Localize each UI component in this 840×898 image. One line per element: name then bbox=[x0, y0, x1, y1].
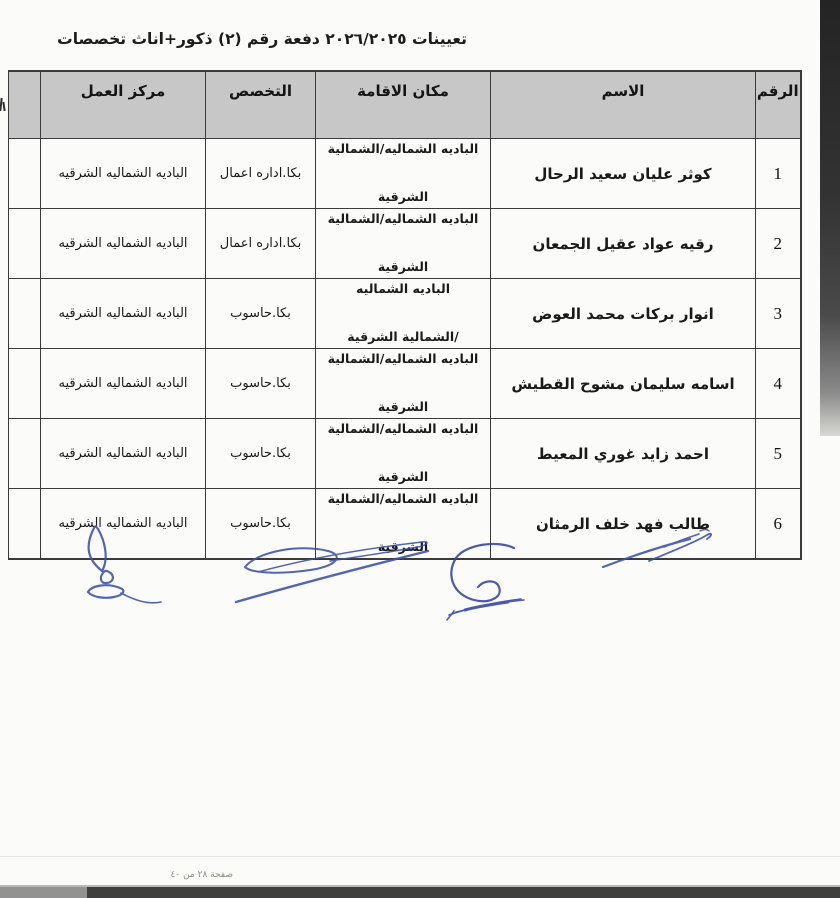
table-row bbox=[9, 209, 801, 279]
header-residence: مكان الاقامة bbox=[316, 71, 491, 139]
document-title: تعيينات ٢٠٢٦/٢٠٢٥ دفعة رقم (٢) ذكور+اناث تخصصات bbox=[57, 30, 467, 48]
cell-residence bbox=[316, 209, 491, 279]
residence-line2: الشرقية bbox=[377, 539, 429, 554]
residence-line1: الباديه الشماليه/الشمالية bbox=[327, 141, 479, 156]
cell-work-center: الباديه الشماليه الشرقيه bbox=[41, 489, 206, 560]
cell-number: 1 bbox=[756, 139, 801, 209]
residence-line1: الباديه الشماليه/الشمالية bbox=[327, 351, 479, 366]
cell-residence bbox=[316, 419, 491, 489]
cell-residence bbox=[316, 139, 491, 209]
cell-number: 4 bbox=[756, 349, 801, 419]
cell-name: اسامه سليمان مشوح القطيش bbox=[491, 349, 756, 419]
cell-name: احمد زايد غوري المعيط bbox=[491, 419, 756, 489]
cell-work-center: الباديه الشماليه الشرقيه bbox=[41, 279, 206, 349]
scan-edge-bottom-left bbox=[0, 887, 87, 898]
residence-line2: الشرقية bbox=[377, 259, 429, 274]
cell-clipped-column bbox=[9, 209, 41, 279]
cell-specialization: بكا.حاسوب bbox=[206, 349, 316, 419]
cell-specialization: بكا.اداره اعمال bbox=[206, 209, 316, 279]
table-row bbox=[9, 489, 801, 560]
header-number: الرقم bbox=[756, 71, 801, 139]
cell-clipped-column bbox=[9, 139, 41, 209]
residence-line1: الباديه الشماليه/الشمالية bbox=[327, 491, 479, 506]
cell-work-center: الباديه الشماليه الشرقيه bbox=[41, 209, 206, 279]
cell-residence bbox=[316, 279, 491, 349]
cell-specialization: بكا.حاسوب bbox=[206, 279, 316, 349]
residence-line2: الشرقية bbox=[377, 189, 429, 204]
clipped-header-text-fragment bbox=[0, 96, 7, 118]
cell-clipped-column bbox=[9, 349, 41, 419]
cell-residence bbox=[316, 349, 491, 419]
cell-clipped-column bbox=[9, 279, 41, 349]
cell-residence bbox=[316, 489, 491, 560]
residence-line1: الباديه الشماليه/الشمالية bbox=[327, 211, 479, 226]
cell-work-center: الباديه الشماليه الشرقيه bbox=[41, 349, 206, 419]
scan-edge-bottom bbox=[0, 887, 840, 898]
residence-line2: الشرقية bbox=[377, 469, 429, 484]
appointments-table bbox=[8, 70, 802, 560]
cell-number: 6 bbox=[756, 489, 801, 560]
cell-specialization: بكا.حاسوب bbox=[206, 489, 316, 560]
residence-line1: الباديه الشماليه/الشمالية bbox=[327, 421, 479, 436]
table-row bbox=[9, 279, 801, 349]
cell-name: انوار بركات محمد العوض bbox=[491, 279, 756, 349]
cell-name: كوثر عليان سعيد الرحال bbox=[491, 139, 756, 209]
scan-fold-line bbox=[0, 856, 840, 857]
header-work-center: مركز العمل bbox=[41, 71, 206, 139]
header-specialization: التخصص bbox=[206, 71, 316, 139]
cell-clipped-column bbox=[9, 419, 41, 489]
cell-name: رقيه عواد عقيل الجمعان bbox=[491, 209, 756, 279]
table-row bbox=[9, 419, 801, 489]
table-row bbox=[9, 349, 801, 419]
table-row bbox=[9, 139, 801, 209]
cell-number: 3 bbox=[756, 279, 801, 349]
cell-work-center: الباديه الشماليه الشرقيه bbox=[41, 139, 206, 209]
header-clipped-column bbox=[9, 71, 41, 139]
header-name: الاسم bbox=[491, 71, 756, 139]
cell-specialization: بكا.حاسوب bbox=[206, 419, 316, 489]
scan-edge-right bbox=[820, 0, 840, 436]
residence-line2: الشرقية bbox=[377, 399, 429, 414]
residence-line2: /الشمالية الشرقية bbox=[347, 329, 459, 344]
cell-specialization: بكا.اداره اعمال bbox=[206, 139, 316, 209]
cell-number: 5 bbox=[756, 419, 801, 489]
cell-clipped-column bbox=[9, 489, 41, 560]
table-header-row bbox=[9, 71, 801, 139]
residence-line1: الباديه الشماليه bbox=[356, 281, 450, 296]
cell-number: 2 bbox=[756, 209, 801, 279]
cell-work-center: الباديه الشماليه الشرقيه bbox=[41, 419, 206, 489]
cell-name: طالب فهد خلف الرمثان bbox=[491, 489, 756, 560]
page-number: صفحة ٢٨ من ٤٠ bbox=[170, 870, 233, 880]
